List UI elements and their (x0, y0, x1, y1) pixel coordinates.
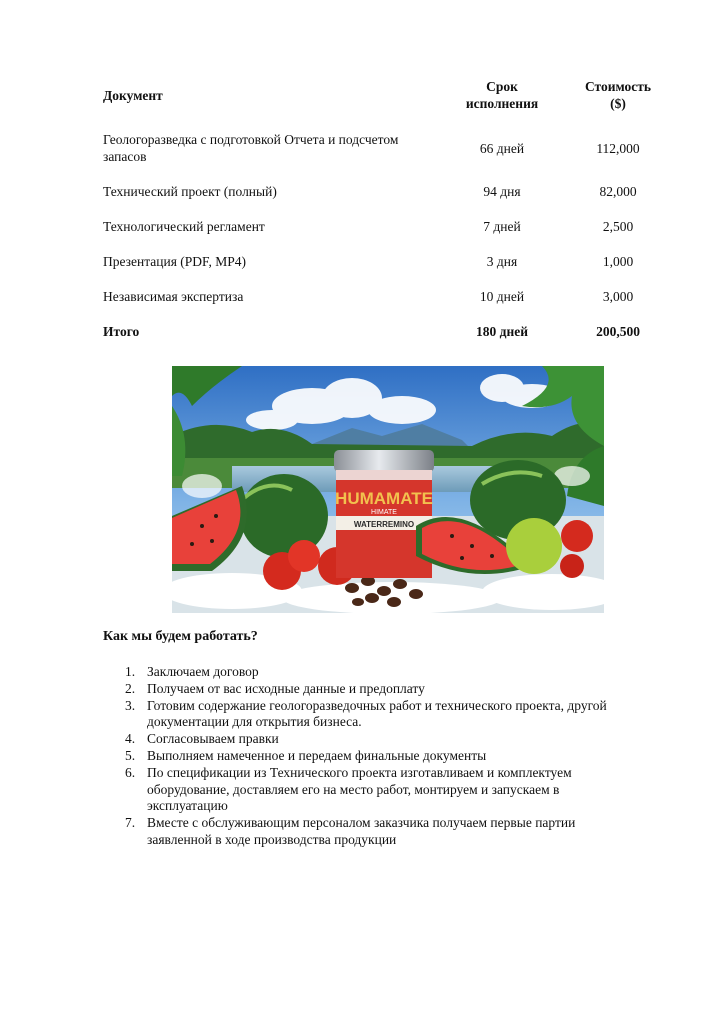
row-cost: 112,000 (596, 141, 640, 156)
row-cost: 82,000 (599, 184, 637, 199)
row-document (103, 131, 443, 165)
list-item (103, 815, 663, 849)
list-item (103, 731, 663, 748)
list-number: 7. (125, 815, 136, 831)
list-item-text: Готовим содержание геологоразведочных работ и технического проекта, другой (147, 697, 607, 713)
row-term: 94 дня (483, 184, 521, 199)
row-document: Технический проект (полный) (103, 184, 277, 199)
jar-brand: HUMAMATE (335, 489, 433, 508)
row-cost: 1,000 (602, 254, 634, 269)
header-term (448, 78, 556, 112)
list-number: 5. (125, 747, 136, 763)
header-term-line2: исполнения (465, 96, 539, 111)
row-term: 10 дней (479, 289, 525, 304)
header-term-line1: Срок (486, 79, 518, 94)
list-number: 1. (125, 664, 136, 679)
steps-list (103, 664, 663, 849)
list-item (103, 698, 663, 732)
list-number: 4. (125, 731, 136, 747)
list-item-text: заявленной в ходе производства продукции (147, 831, 397, 847)
row-document: Презентация (PDF, MP4) (103, 254, 246, 269)
row-cost: 3,000 (602, 289, 634, 304)
list-item (103, 748, 663, 765)
row-document: Независимая экспертиза (103, 289, 244, 304)
total-term: 180 дней (475, 324, 528, 339)
row-document: Технологический регламент (103, 219, 265, 234)
list-number: 6. (125, 764, 136, 780)
list-item (103, 664, 663, 681)
list-item-text: Заключаем договор (147, 664, 259, 679)
list-item-text: По спецификации из Технического проекта изготавливаем и комплектуем (147, 764, 572, 780)
list-item-text: Вместе с обслуживающим персоналом заказчика получаем первые партии (147, 815, 576, 831)
total-cost: 200,500 (596, 324, 640, 339)
row-document-line1: Геологоразведка с подготовкой Отчета и подсчетом (103, 132, 399, 147)
list-item-text: эксплуатацию (147, 798, 228, 814)
list-item-text: Согласовываем правки (147, 731, 279, 747)
list-item (103, 765, 663, 815)
list-number: 3. (125, 697, 136, 713)
header-document: Документ (103, 88, 163, 103)
jar-sub: HIMATE (371, 509, 397, 516)
header-cost-line2: ($) (610, 96, 626, 111)
row-term: 7 дней (483, 219, 521, 234)
list-item-text: документации для открытия бизнеса. (147, 714, 362, 730)
list-number: 2. (125, 680, 136, 696)
header-cost-line1: Стоимость (584, 79, 652, 94)
row-cost: 2,500 (602, 219, 634, 234)
total-label: Итого (103, 324, 140, 339)
list-item (103, 681, 663, 698)
row-term: 3 дня (486, 254, 518, 269)
product-illustration (172, 366, 604, 613)
row-document-line2: запасов (103, 149, 147, 164)
list-item-text: Получаем от вас исходные данные и предоплату (147, 680, 425, 696)
jar-band: WATERREMINO (353, 520, 415, 529)
header-cost (568, 78, 668, 112)
product-jar (334, 450, 434, 578)
row-term: 66 дней (479, 141, 525, 156)
list-item-text: оборудование, доставляем его на место работ, монтируем и запускаем в (147, 781, 560, 797)
section-heading: Как мы будем работать? (103, 629, 258, 644)
list-item-text: Выполняем намеченное и передаем финальные документы (147, 747, 487, 763)
